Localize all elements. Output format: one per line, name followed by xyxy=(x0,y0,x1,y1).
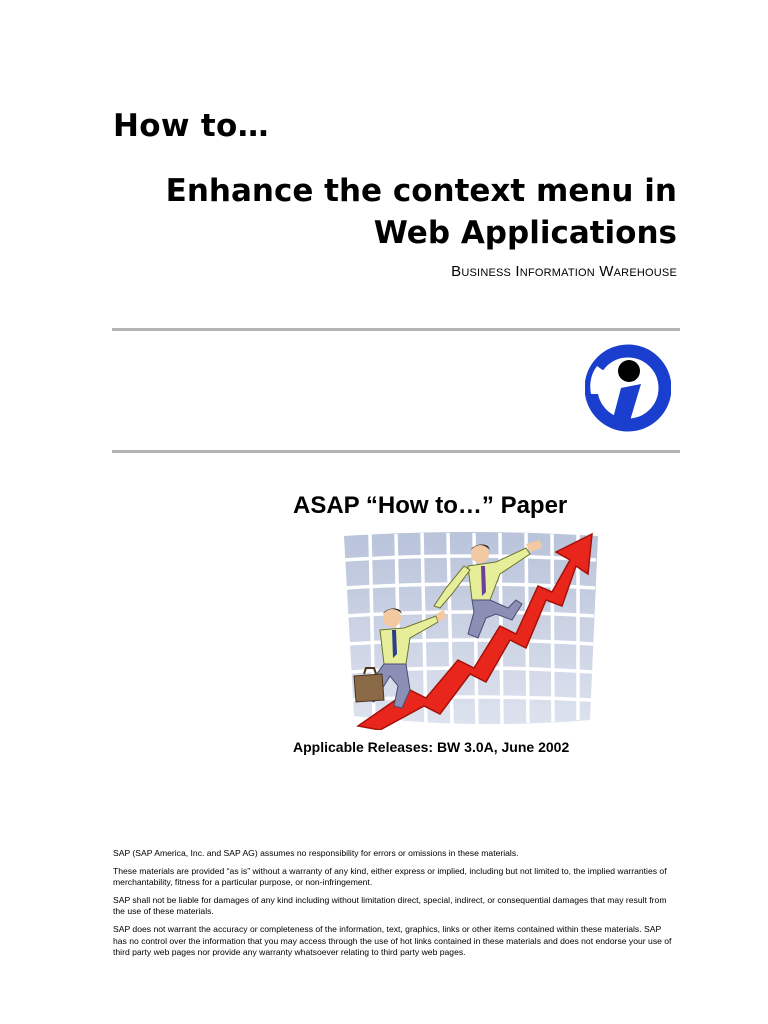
disclaimer-paragraph: SAP does not warrant the accuracy or completeness of the information, text, graphics, links or other items contained within these materials. SAP has no control over the information that you may access through the use of hot links contained in these materials and does not endorse your use of third party web pages nor provide any warranty whatsoever relating to third party web pages. xyxy=(113,923,672,958)
disclaimer-paragraph: SAP (SAP America, Inc. and SAP AG) assumes no responsibility for errors or omissions in these materials. xyxy=(113,848,519,858)
paper-label: ASAP “How to…” Paper xyxy=(293,492,568,519)
bottom-divider xyxy=(112,450,680,453)
disclaimer-paragraph: These materials are provided “as is” without a warranty of any kind, either express or implied, including but not limited to, the implied warranties of merchantability, fitness for a particular purpose, or non-infringement. xyxy=(113,865,667,888)
document-title xyxy=(166,170,677,254)
legal-disclaimer xyxy=(113,848,673,965)
title-line-1: Enhance the context menu in xyxy=(165,173,677,209)
how-to-heading: How to… xyxy=(113,108,269,144)
info-logo-icon xyxy=(585,344,671,432)
document-subtitle: Business Information Warehouse xyxy=(451,263,677,280)
disclaimer-paragraph: SAP shall not be liable for damages of any kind including without limitation direct, special, indirect, or consequential damages that may result from the use of these materials. xyxy=(113,894,667,917)
title-line-2: Web Applications xyxy=(373,215,677,251)
applicable-releases: Applicable Releases: BW 3.0A, June 2002 xyxy=(293,739,570,755)
business-climbing-arrow-clipart-icon xyxy=(340,530,602,730)
top-divider xyxy=(112,328,680,331)
